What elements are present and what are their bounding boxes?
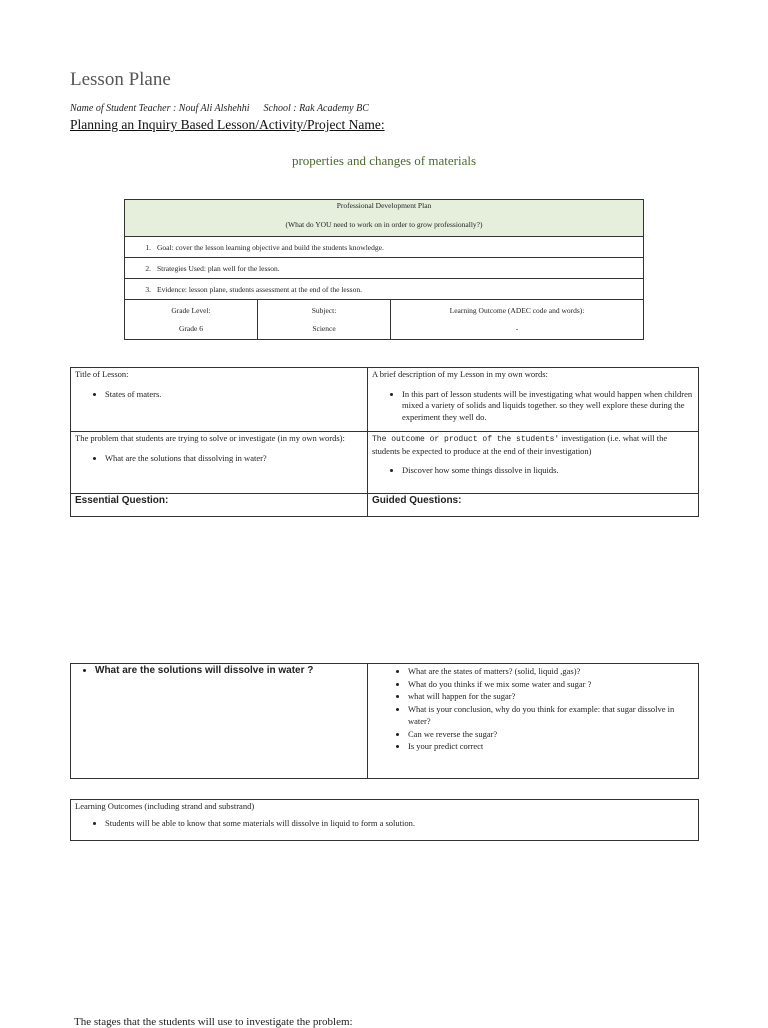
problem-value: • What are the solutions that dissolving in water?: [105, 453, 363, 465]
essential-question-label: Essential Question:: [75, 495, 169, 506]
guided-questions-label: Guided Questions:: [372, 495, 462, 506]
guided-question-item: • Is your predict correct: [408, 740, 694, 753]
essential-question-content: [71, 664, 368, 779]
learning-outcomes-table: [70, 799, 699, 841]
pd-title: Professional Development Plan: [336, 201, 432, 210]
page-title: Lesson Plane: [70, 69, 171, 90]
pd-header: [125, 200, 644, 237]
outcome-label: The outcome or product of the students' investigation (i.e. what will the students be expected to produce at the end of their investigation): [372, 433, 668, 456]
learning-outcome-cell: [391, 300, 644, 340]
lesson-description-value: • In this part of lesson students will be investigating what would happen when children mixed a variety of solids and liquids together. so they well explore these during the experiment they well do.: [402, 389, 694, 424]
problem-label: The problem that students are trying to solve or investigate (in my own words):: [75, 433, 345, 443]
subject-label: Subject:: [311, 306, 337, 315]
grade-value: Grade 6: [179, 324, 203, 333]
lesson-description-cell: [368, 368, 699, 432]
subject-value: Science: [312, 324, 336, 333]
pd-item-goal: 1. Goal: cover the lesson learning objective and build the students knowledge.: [125, 237, 644, 258]
outcome-cell: [368, 432, 699, 494]
pd-item-strategies: 2. Strategies Used: plan well for the lesson.: [125, 258, 644, 279]
essential-question-item: • What are the solutions will dissolve in water ?: [95, 665, 363, 678]
lesson-table: [70, 367, 699, 517]
planning-heading: Planning an Inquiry Based Lesson/Activity/Project Name:: [70, 117, 385, 132]
outcome-value: • Discover how some things dissolve in liquids.: [402, 465, 694, 477]
guided-question-item: • What are the states of matters? (solid, liquid ,gas)?: [408, 665, 694, 678]
learning-outcome-item: • Students will be able to know that some materials will dissolve in liquid to form a solution.: [105, 818, 694, 829]
project-name: properties and changes of materials: [291, 153, 477, 168]
questions-table: [70, 663, 699, 779]
essential-question-cell: [71, 494, 368, 517]
learning-outcomes-cell: [71, 800, 699, 841]
grade-label: Grade Level:: [171, 306, 211, 315]
pd-plan-table: [124, 199, 644, 340]
learning-outcomes-label: Learning Outcomes (including strand and substrand): [75, 801, 255, 811]
learning-outcome-label: Learning Outcome (ADEC code and words):: [449, 306, 585, 315]
guided-question-item: • What is your conclusion, why do you think for example: that sugar dissolve in water?: [408, 703, 694, 728]
teacher-name: Name of Student Teacher : Nouf Ali Alshehhi: [70, 103, 250, 114]
problem-cell: [71, 432, 368, 494]
lesson-title-value: • States of maters.: [105, 389, 363, 401]
lesson-title-label: Title of Lesson:: [75, 369, 129, 379]
guided-questions-content: [368, 664, 699, 779]
learning-outcome-value: -: [515, 324, 519, 333]
lesson-description-label: A brief description of my Lesson in my own words:: [372, 369, 548, 379]
school-name: School : Rak Academy BC: [263, 103, 369, 114]
guided-questions-cell: [368, 494, 699, 517]
pd-subtitle: (What do YOU need to work on in order to grow professionally?): [285, 220, 483, 229]
guided-question-item: • what will happen for the sugar?: [408, 690, 694, 703]
subject-cell: [258, 300, 391, 340]
pd-item-evidence: 3. Evidence: lesson plane, students assessment at the end of the lesson.: [125, 279, 644, 300]
guided-question-item: • What do you thinks if we mix some water and sugar ?: [408, 678, 694, 691]
guided-question-item: • Can we reverse the sugar?: [408, 728, 694, 741]
grade-cell: [125, 300, 258, 340]
teacher-info: [70, 103, 369, 114]
stages-heading: The stages that the students will use to investigate the problem:: [74, 1016, 353, 1028]
lesson-title-cell: [71, 368, 368, 432]
